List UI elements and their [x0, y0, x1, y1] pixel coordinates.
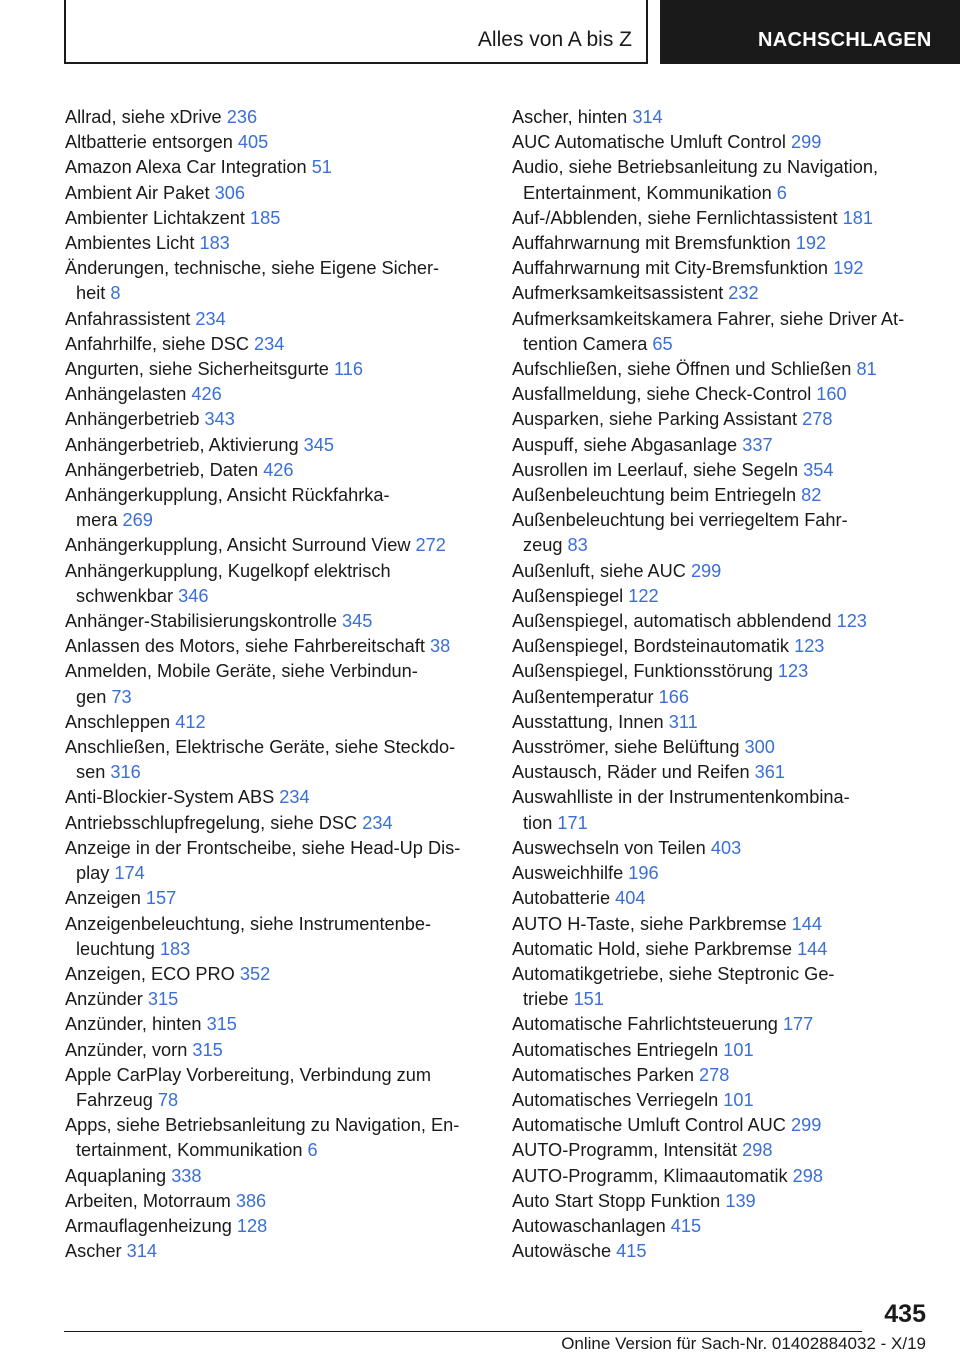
- index-entry: [65, 1164, 485, 1189]
- page-reference-link[interactable]: 338: [171, 1165, 202, 1186]
- page-reference-link[interactable]: 171: [557, 812, 588, 833]
- index-entry-text: Anzünder, hinten: [65, 1014, 207, 1035]
- index-entry-text: Anhängerkupplung, Ansicht Rückfahrka-: [65, 485, 390, 506]
- index-entry-text: Ascher, hinten: [512, 107, 633, 127]
- index-entry-text: triebe: [523, 989, 574, 1010]
- index-entry: [65, 533, 485, 558]
- index-entry: [512, 508, 932, 558]
- index-entry-text: Auf-/Abblenden, siehe Fernlichtassistent: [512, 207, 843, 228]
- page-reference-link[interactable]: 234: [195, 308, 226, 329]
- index-entry-text: Ausrollen im Leerlauf, siehe Segeln: [512, 459, 804, 480]
- index-entry-text: AUTO H-Taste, siehe Parkbremse: [512, 913, 792, 934]
- index-entry: [65, 785, 485, 810]
- page-reference-link[interactable]: 116: [333, 359, 363, 380]
- index-entry: [512, 685, 932, 710]
- index-entry-text: Ambient Air Paket: [65, 182, 215, 203]
- index-entry: [65, 357, 485, 382]
- index-entry: [512, 1038, 932, 1063]
- header-section-tab: [660, 0, 960, 64]
- page-reference-link[interactable]: 361: [754, 762, 786, 783]
- index-entry: [512, 1189, 932, 1214]
- index-entry: [512, 886, 932, 911]
- index-entry: [512, 962, 932, 1012]
- index-entry: [65, 1189, 485, 1214]
- index-entry-text: Anhängelasten: [65, 384, 192, 405]
- page-reference-link[interactable]: 185: [250, 207, 281, 228]
- page-reference-link[interactable]: 81: [856, 359, 877, 380]
- page-reference-link[interactable]: 343: [204, 409, 235, 430]
- index-entry-text: Armauflagenheizung: [65, 1215, 237, 1236]
- index-entry-text: Ausparken, siehe Parking Assistant: [512, 409, 803, 430]
- index-entry: [512, 382, 932, 407]
- page-reference-link[interactable]: 174: [114, 863, 145, 884]
- index-entry: [512, 609, 932, 634]
- index-entry: [65, 105, 485, 130]
- index-entry: [65, 609, 485, 634]
- index-entry-text: heit: [76, 283, 111, 304]
- index-entry: [65, 307, 485, 332]
- index-entry: [65, 256, 485, 306]
- index-entry-text: Automatisches Parken: [512, 1064, 700, 1085]
- index-entry-text: Anschleppen: [65, 711, 176, 732]
- page-reference-link[interactable]: 234: [362, 812, 393, 833]
- index-entry: [512, 307, 932, 357]
- index-entry: [512, 1012, 932, 1037]
- index-entry-text: tention Camera: [523, 333, 653, 354]
- page-reference-link[interactable]: 337: [742, 434, 773, 455]
- page-reference-link[interactable]: 316: [110, 762, 141, 783]
- index-entry: [65, 1063, 485, 1113]
- page-reference-link[interactable]: 354: [803, 459, 834, 480]
- index-entry: [65, 1113, 485, 1163]
- index-entry: [65, 1214, 485, 1239]
- index-entry: [65, 836, 485, 886]
- index-entry: [65, 231, 485, 256]
- index-entry-text: Audio, siehe Betriebsanleitung zu Navigation,: [512, 157, 879, 178]
- index-entry-text: Ausweichhilfe: [512, 863, 629, 884]
- index-entry-text: schwenkbar: [76, 585, 179, 606]
- index-entry-text: Aquaplaning: [65, 1165, 172, 1186]
- index-entry-text: Autowäsche: [512, 1241, 617, 1262]
- page-reference-link[interactable]: 123: [794, 636, 825, 657]
- page-reference-link[interactable]: 345: [303, 434, 334, 455]
- index-entry: [512, 1088, 932, 1113]
- page-reference-link[interactable]: 269: [122, 510, 153, 531]
- index-entry-text: play: [76, 863, 115, 884]
- index-entry-text: Auswahlliste in der Instrumentenkombina-: [512, 787, 850, 808]
- page-reference-link[interactable]: 38: [429, 636, 451, 657]
- index-entry-text: Anzeigenbeleuchtung, siehe Instrumentenbe-: [65, 913, 432, 934]
- index-entry-text: Anzeigen: [65, 888, 146, 909]
- index-entry-text: Anschließen, Elektrische Geräte, siehe Steckdo-: [65, 737, 456, 758]
- index-entry-text: Außenspiegel: [512, 585, 629, 606]
- index-entry: [65, 458, 485, 483]
- page-reference-link[interactable]: 6: [307, 1140, 318, 1161]
- index-entry-text: Anzünder: [65, 989, 148, 1010]
- page-reference-link[interactable]: 236: [226, 107, 258, 127]
- index-entry-text: AUTO-Programm, Klimaautomatik: [512, 1165, 793, 1186]
- page-reference-link[interactable]: 6: [776, 182, 787, 203]
- index-entry: [512, 256, 932, 281]
- index-entry-text: Außenluft, siehe AUC: [512, 560, 691, 581]
- page-reference-link[interactable]: 306: [214, 182, 245, 203]
- index-entry: [512, 458, 932, 483]
- index-entry-text: Ambienter Lichtakzent: [65, 207, 251, 228]
- index-entry-text: AUTO-Programm, Intensität: [512, 1140, 743, 1161]
- index-entry-text: AUC Automatische Umluft Control: [512, 132, 791, 153]
- page-reference-link[interactable]: 157: [145, 888, 177, 909]
- index-entry-text: Auto Start Stopp Funktion: [512, 1190, 726, 1211]
- index-entry-text: Automatisches Verriegeln: [512, 1089, 724, 1110]
- index-entry: [512, 735, 932, 760]
- index-entry: [65, 987, 485, 1012]
- page-reference-link[interactable]: 345: [342, 611, 373, 632]
- index-entry-text: mera: [76, 510, 123, 531]
- page-reference-link[interactable]: 314: [126, 1241, 158, 1262]
- index-entry: [65, 811, 485, 836]
- page-reference-link[interactable]: 181: [842, 207, 873, 228]
- index-entry: [512, 281, 932, 306]
- page-reference-link[interactable]: 51: [311, 157, 332, 178]
- page-reference-link[interactable]: 346: [178, 585, 209, 606]
- index-entry: [65, 1038, 485, 1063]
- page-reference-link[interactable]: 412: [175, 711, 206, 732]
- index-entry-text: Ambientes Licht: [65, 233, 200, 254]
- page-reference-link[interactable]: 234: [279, 787, 310, 808]
- index-entry-text: tertainment, Kommunikation: [76, 1140, 308, 1161]
- page-reference-link[interactable]: 299: [790, 1115, 822, 1136]
- index-entry-text: Anhängerbetrieb: [65, 409, 205, 430]
- page-reference-link[interactable]: 128: [236, 1215, 268, 1236]
- index-entry-text: Anmelden, Mobile Geräte, siehe Verbindun-: [65, 661, 418, 682]
- page-reference-link[interactable]: 300: [744, 737, 775, 758]
- page-reference-link[interactable]: 8: [110, 283, 121, 304]
- index-entry: [65, 559, 485, 609]
- index-entry-text: Apple CarPlay Vorbereitung, Verbindung zum: [65, 1064, 431, 1085]
- page-reference-link[interactable]: 122: [628, 585, 659, 606]
- index-entry-text: Automatische Umluft Control AUC: [512, 1115, 791, 1136]
- index-entry-text: Antriebsschlupfregelung, siehe DSC: [65, 812, 363, 833]
- page-reference-link[interactable]: 160: [816, 384, 847, 405]
- index-entry: [65, 483, 485, 533]
- index-entry: [512, 785, 932, 835]
- page-reference-link[interactable]: 123: [777, 661, 809, 682]
- index-entry-text: Auswechseln von Teilen: [512, 837, 711, 858]
- index-entry-text: Anhängerkupplung, Ansicht Surround View: [65, 535, 416, 556]
- index-entry: [65, 155, 485, 180]
- page-reference-link[interactable]: 415: [616, 1241, 647, 1262]
- index-entry: [65, 433, 485, 458]
- index-entry: [65, 332, 485, 357]
- index-entry-text: Anhängerkupplung, Kugelkopf elektrisch: [65, 560, 391, 581]
- page-reference-link[interactable]: 183: [199, 233, 230, 254]
- page-reference-link[interactable]: 278: [802, 409, 833, 430]
- page-reference-link[interactable]: 278: [699, 1064, 730, 1085]
- page-reference-link[interactable]: 183: [159, 938, 191, 959]
- index-entry-text: Fahrzeug: [76, 1089, 158, 1110]
- page-reference-link[interactable]: 298: [792, 1165, 823, 1186]
- index-entry-text: Aufschließen, siehe Öffnen und Schließen: [512, 359, 857, 380]
- index-entry: [65, 634, 485, 659]
- index-entry-text: Entertainment, Kommunikation: [523, 182, 777, 203]
- page-reference-link[interactable]: 415: [670, 1215, 702, 1236]
- page-reference-link[interactable]: 386: [235, 1190, 267, 1211]
- index-entry: [512, 836, 932, 861]
- index-entry: [512, 584, 932, 609]
- index-entry: [512, 407, 932, 432]
- index-entry: [512, 357, 932, 382]
- page-reference-link[interactable]: 192: [795, 233, 827, 254]
- index-entry: [512, 634, 932, 659]
- page-reference-link[interactable]: 177: [782, 1014, 814, 1035]
- page-reference-link[interactable]: 315: [206, 1014, 237, 1035]
- index-entry: [512, 1138, 932, 1163]
- page-reference-link[interactable]: 151: [573, 989, 604, 1010]
- page-reference-link[interactable]: 139: [725, 1190, 756, 1211]
- index-entry: [65, 1239, 485, 1264]
- page-reference-link[interactable]: 426: [191, 384, 222, 405]
- index-entry-text: Anfahrassistent: [65, 308, 196, 329]
- page-number: 435: [884, 1300, 926, 1328]
- page-reference-link[interactable]: 73: [111, 686, 132, 707]
- index-entry-text: gen: [76, 686, 112, 707]
- index-column-left: [65, 105, 485, 1264]
- index-entry-text: Anzeige in der Frontscheibe, siehe Head-Up Dis-: [65, 837, 461, 858]
- page-reference-link[interactable]: 144: [791, 913, 822, 934]
- index-entry-text: Ascher: [65, 1241, 127, 1262]
- index-entry-text: Außentemperatur: [512, 686, 659, 707]
- page-reference-link[interactable]: 298: [742, 1140, 773, 1161]
- page-reference-link[interactable]: 65: [652, 333, 673, 354]
- footer-text: Online Version für Sach-Nr. 01402884032 - X/19: [561, 1334, 926, 1353]
- index-entry-text: Auspuff, siehe Abgasanlage: [512, 434, 743, 455]
- index-entry-text: Außenspiegel, automatisch abblendend: [512, 611, 837, 632]
- index-entry: [512, 861, 932, 886]
- index-entry-text: Anhängerbetrieb, Daten: [65, 459, 264, 480]
- index-entry-text: Anfahrhilfe, siehe DSC: [65, 333, 255, 354]
- index-entry: [65, 382, 485, 407]
- index-entry-text: Autobatterie: [512, 888, 616, 909]
- index-entry-text: leuchtung: [76, 938, 160, 959]
- page-reference-link[interactable]: 123: [836, 611, 867, 632]
- index-entry-text: sen: [76, 762, 111, 783]
- index-entry-text: Ausströmer, siehe Belüftung: [512, 737, 745, 758]
- index-entry-text: Anhänger-Stabilisierungskontrolle: [65, 611, 343, 632]
- footer-divider: [64, 1331, 862, 1332]
- index-entry-text: Änderungen, technische, siehe Eigene Sicher-: [65, 258, 440, 279]
- index-entry-text: Anzünder, vorn: [65, 1039, 193, 1060]
- index-entry: [65, 962, 485, 987]
- page-reference-link[interactable]: 101: [723, 1089, 754, 1110]
- page-reference-link[interactable]: 315: [147, 989, 179, 1010]
- page-reference-link[interactable]: 166: [658, 686, 689, 707]
- index-entry-text: Aufmerksamkeitsassistent: [512, 283, 729, 304]
- page-reference-link[interactable]: 311: [668, 711, 698, 732]
- index-entry: [512, 1164, 932, 1189]
- index-entry: [65, 659, 485, 709]
- index-entry-text: Angurten, siehe Sicherheitsgurte: [65, 359, 334, 380]
- page-reference-link[interactable]: 101: [723, 1039, 754, 1060]
- index-entry-text: Außenbeleuchtung beim Entriegeln: [512, 485, 802, 506]
- header-section-label: NACHSCHLAGEN: [758, 29, 932, 51]
- index-entry-text: Arbeiten, Motorraum: [65, 1190, 236, 1211]
- index-entry-text: Auffahrwarnung mit City-Bremsfunktion: [512, 258, 834, 279]
- index-column-right: [512, 105, 932, 1264]
- index-entry-text: Aufmerksamkeitskamera Fahrer, siehe Driver At-: [512, 308, 905, 329]
- index-entry: [512, 760, 932, 785]
- index-entry-text: Ausstattung, Innen: [512, 711, 669, 732]
- index-entry: [512, 710, 932, 735]
- index-entry: [512, 155, 932, 205]
- index-entry: [512, 433, 932, 458]
- index-entry-text: Anti-Blockier-System ABS: [65, 787, 280, 808]
- index-entry-text: Außenspiegel, Bordsteinautomatik: [512, 636, 795, 657]
- index-entry-text: Amazon Alexa Car Integration: [65, 157, 312, 178]
- index-entry-text: Automatisches Entriegeln: [512, 1039, 724, 1060]
- index-entry: [512, 206, 932, 231]
- index-entry: [512, 559, 932, 584]
- page-reference-link[interactable]: 192: [833, 258, 864, 279]
- index-entry-text: Apps, siehe Betriebsanleitung zu Navigation, En-: [65, 1115, 460, 1136]
- index-entry: [65, 407, 485, 432]
- index-entry-text: Automatic Hold, siehe Parkbremse: [512, 938, 798, 959]
- header-title: Alles von A bis Z: [477, 28, 632, 51]
- index-entry: [512, 912, 932, 937]
- page-reference-link[interactable]: 234: [254, 333, 285, 354]
- index-entry: [65, 886, 485, 911]
- index-entry: [512, 1063, 932, 1088]
- index-entry-text: tion: [523, 812, 558, 833]
- index-entry-text: Anzeigen, ECO PRO: [65, 963, 240, 984]
- index-entry-text: Ausfallmeldung, siehe Check-Control: [512, 384, 817, 405]
- index-entry-text: zeug: [523, 535, 568, 556]
- page-reference-link[interactable]: 314: [632, 107, 663, 127]
- page-reference-link[interactable]: 196: [628, 863, 659, 884]
- index-entry: [512, 1239, 932, 1264]
- page-reference-link[interactable]: 426: [263, 459, 294, 480]
- index-entry-text: Auffahrwarnung mit Bremsfunktion: [512, 233, 796, 254]
- index-entry: [65, 912, 485, 962]
- index-entry: [512, 105, 932, 130]
- index-entry-text: Anhängerbetrieb, Aktivierung: [65, 434, 304, 455]
- index-entry: [65, 710, 485, 735]
- page-reference-link[interactable]: 232: [728, 283, 759, 304]
- page-reference-link[interactable]: 78: [157, 1089, 179, 1110]
- index-entry-text: Außenbeleuchtung bei verriegeltem Fahr-: [512, 510, 848, 531]
- page-reference-link[interactable]: 144: [797, 938, 828, 959]
- header-box: [64, 0, 648, 64]
- page-reference-link[interactable]: 315: [192, 1039, 223, 1060]
- page-reference-link[interactable]: 405: [237, 132, 269, 153]
- index-entry-text: Automatikgetriebe, siehe Steptronic Ge-: [512, 963, 835, 984]
- index-entry-text: Außenspiegel, Funktionsstörung: [512, 661, 778, 682]
- index-entry: [65, 130, 485, 155]
- index-entry: [512, 483, 932, 508]
- index-entry-text: Altbatterie entsorgen: [65, 132, 238, 153]
- index-entry-text: Anlassen des Motors, siehe Fahrbereitschaft: [65, 636, 430, 657]
- page-reference-link[interactable]: 299: [790, 132, 822, 153]
- index-entry: [512, 937, 932, 962]
- index-entry: [512, 659, 932, 684]
- page-reference-link[interactable]: 83: [567, 535, 588, 556]
- page-reference-link[interactable]: 299: [690, 560, 722, 581]
- index-entry: [65, 1012, 485, 1037]
- page-reference-link[interactable]: 403: [710, 837, 742, 858]
- index-entry: [65, 206, 485, 231]
- index-entry-text: Austausch, Räder und Reifen: [512, 762, 755, 783]
- index-entry-text: Allrad, siehe xDrive: [65, 107, 227, 127]
- index-entry: [512, 231, 932, 256]
- index-entry-text: Autowaschanlagen: [512, 1215, 671, 1236]
- index-entry: [65, 735, 485, 785]
- page-reference-link[interactable]: 272: [415, 535, 446, 556]
- index-entry: [512, 130, 932, 155]
- page-reference-link[interactable]: 82: [801, 485, 822, 506]
- index-entry-text: Automatische Fahrlichtsteuerung: [512, 1014, 783, 1035]
- page-reference-link[interactable]: 404: [615, 888, 646, 909]
- index-entry: [512, 1113, 932, 1138]
- index-entry: [512, 1214, 932, 1239]
- page-reference-link[interactable]: 352: [239, 963, 271, 984]
- index-entry: [65, 181, 485, 206]
